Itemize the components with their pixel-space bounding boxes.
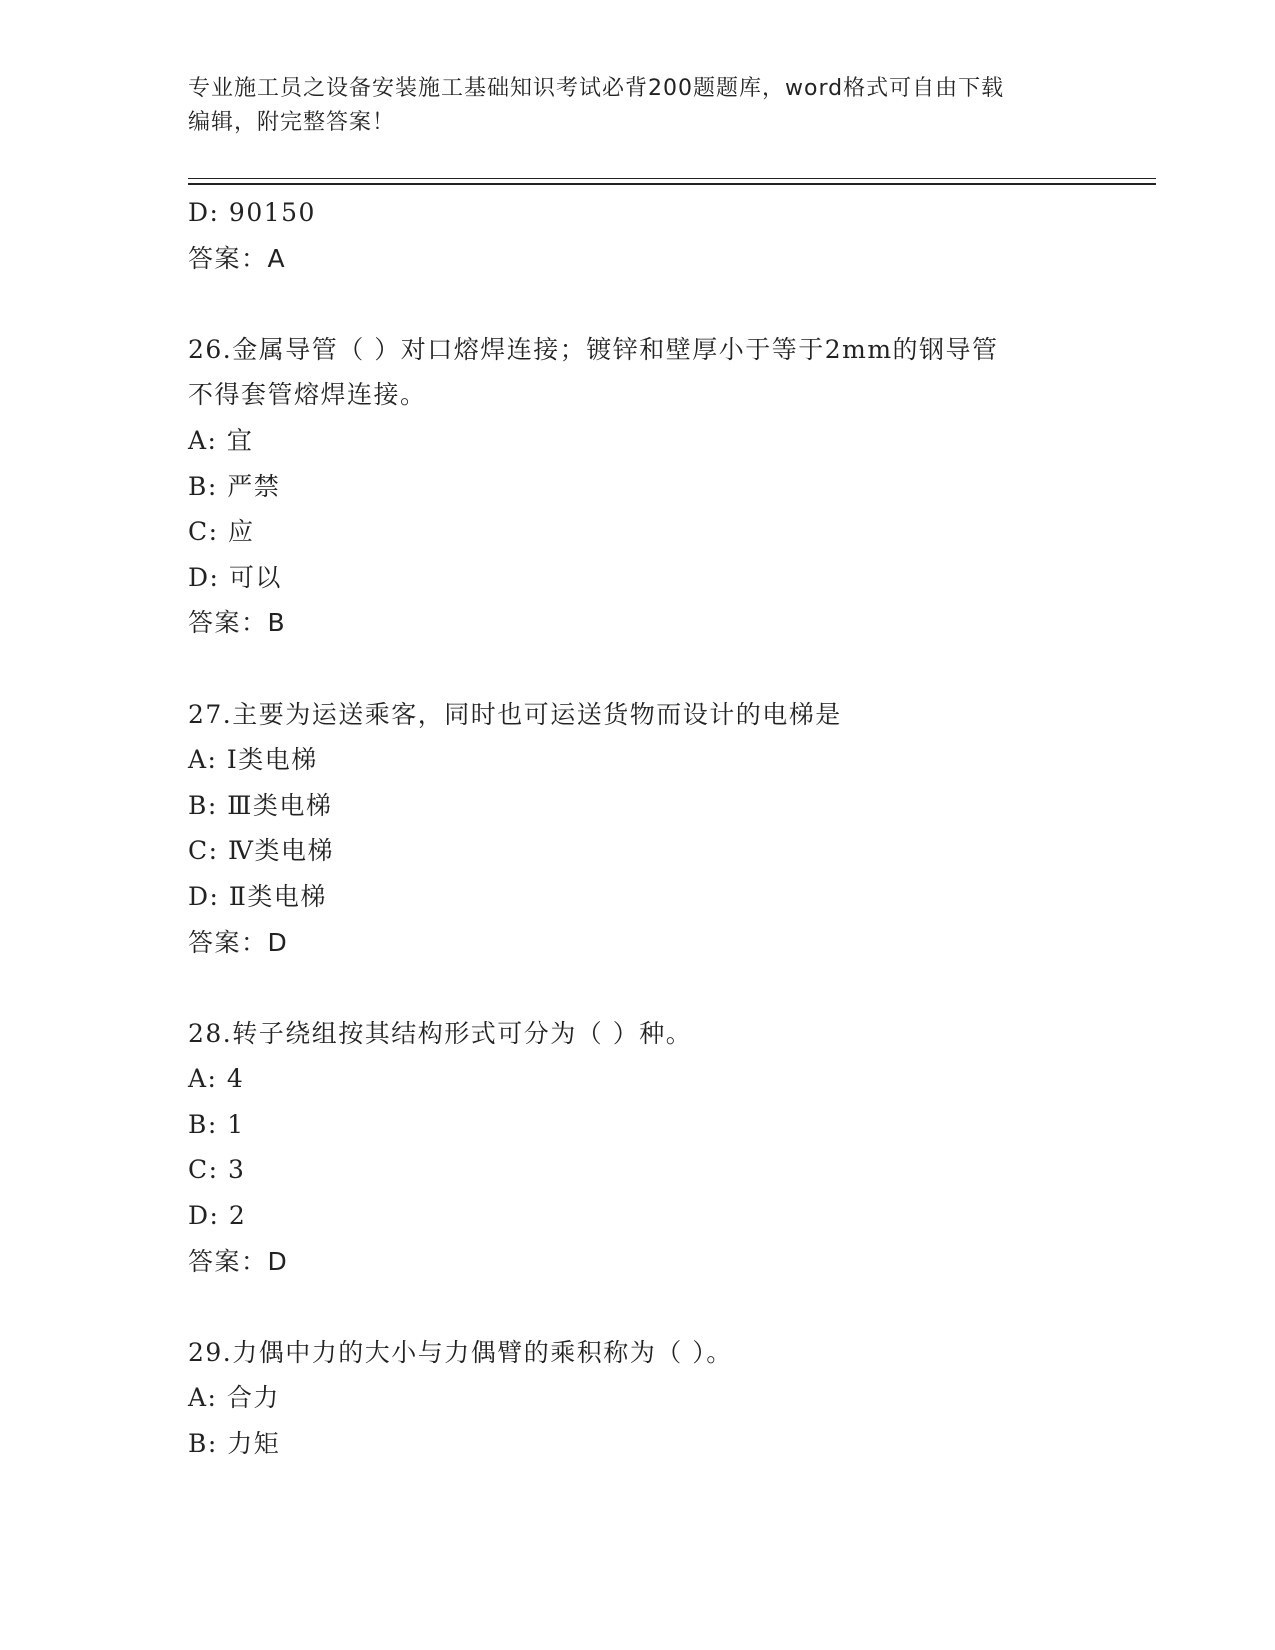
question-text-line-1: 28.转子绕组按其结构形式可分为（ ）种。 <box>188 1018 693 1048</box>
option-b: B: 力矩 <box>188 1429 281 1459</box>
question-list <box>188 190 1088 1467</box>
question-27 <box>188 692 1088 966</box>
option-a: A: 4 <box>188 1064 245 1094</box>
header-divider-thin <box>188 178 1156 179</box>
question-text-line-2: 不得套管熔焊连接。 <box>188 380 427 410</box>
option-c: C: 应 <box>188 517 255 547</box>
question-spacer <box>188 281 1088 327</box>
answer-line: 答案：D <box>188 1246 289 1276</box>
option-a: A: Ⅰ类电梯 <box>188 745 318 775</box>
option-d: D: 可以 <box>188 562 282 592</box>
option-b: B: 1 <box>188 1109 245 1139</box>
question-text-line-1: 27.主要为运送乘客，同时也可运送货物而设计的电梯是 <box>188 699 842 729</box>
header-divider-thick <box>188 183 1156 185</box>
answer-line: 答案：A <box>188 243 287 273</box>
option-c: C: Ⅳ类电梯 <box>188 836 334 866</box>
question-text-line-1: 29.力偶中力的大小与力偶臂的乘积称为（ ）。 <box>188 1337 733 1367</box>
question-29 <box>188 1330 1088 1467</box>
option-b: B: Ⅲ类电梯 <box>188 790 333 820</box>
question-28 <box>188 1011 1088 1285</box>
previous-question-tail <box>188 190 1088 281</box>
option-a: A: 合力 <box>188 1383 280 1413</box>
option-a: A: 宜 <box>188 425 254 455</box>
option-d: D: 2 <box>188 1201 247 1231</box>
header-title-line-1: 专业施工员之设备安装施工基础知识考试必背200题题库，word格式可自由下载 <box>188 76 1005 101</box>
header-title-line-2: 编辑，附完整答案！ <box>188 110 396 135</box>
option-b: B: 严禁 <box>188 471 281 501</box>
answer-line: 答案：B <box>188 608 287 638</box>
question-spacer <box>188 646 1088 692</box>
question-spacer <box>188 965 1088 1011</box>
option-c: C: 3 <box>188 1155 246 1185</box>
option-d: D: Ⅱ类电梯 <box>188 881 327 911</box>
question-text-line-1: 26.金属导管（ ）对口熔焊连接；镀锌和壁厚小于等于2mm的钢导管 <box>188 334 999 364</box>
page-header <box>188 72 1088 140</box>
option-d: D: 90150 <box>188 198 316 227</box>
answer-line: 答案：D <box>188 927 289 957</box>
question-spacer <box>188 1284 1088 1330</box>
question-26 <box>188 327 1088 646</box>
